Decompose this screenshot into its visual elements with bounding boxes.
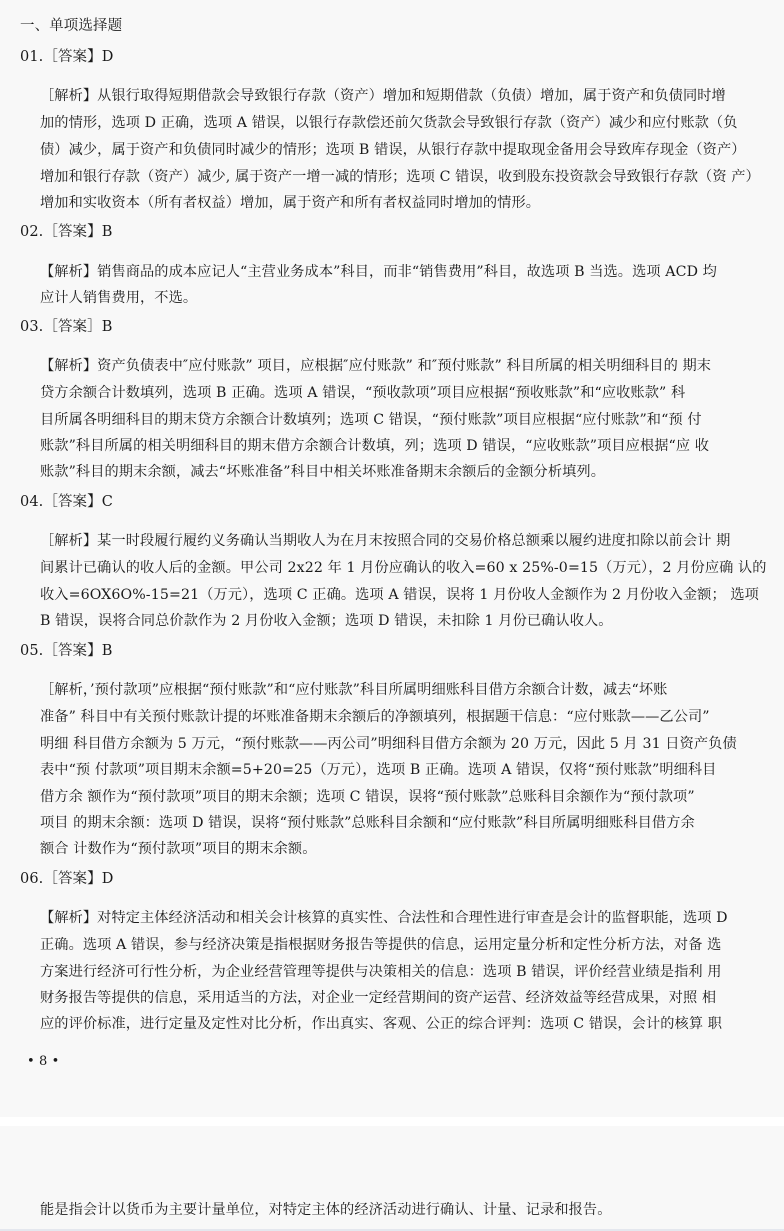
explanation-line: 准备” 科目中有关预付账款计提的坏账准备期末余额后的净额填列，根据题干信息：“应付账款——乙公司” bbox=[40, 709, 710, 725]
explanation-line: 间累计已确认的收人后的金额。甲公司 2x22 年 1 月份应确认的收入=60 x 25%-0=15（万元），2 月份应确 认的 bbox=[40, 560, 767, 576]
explanation-line: B 错误，误将合同总价款作为 2 月份收入金额；选项 D 错误，未扣除 1 月份已确认收人。 bbox=[40, 613, 613, 629]
answer-label-05: 05.［答案】B bbox=[20, 643, 113, 659]
answer-label-01: 01.［答案】D bbox=[20, 49, 114, 65]
explanation-line: 【解析】资产负债表中″应付账款” 项目，应根据″应付账款” 和″预付账款” 科目所属的相关明细科目的 期末 bbox=[40, 358, 712, 374]
explanation-continuation: 能是指会计以货币为主要计量单位，对特定主体的经济活动进行确认、计量、记录和报告。 bbox=[40, 1202, 612, 1218]
explanation-line: 目所属各明细科目的期末贷方余额合计数填列；选项 C 错误，“预付账款”项目应根据“应付账款”和“预 付 bbox=[40, 412, 702, 428]
explanation-line: 方案进行经济可行性分析，为企业经营管理等提供与决策相关的信息：选项 B 错误，评价经营业绩是指利 用 bbox=[40, 964, 722, 980]
answer-label-04: 04.［答案】C bbox=[20, 494, 113, 510]
explanation-line: 明细 科目借方余额为 5 万元，“预付账款——丙公司”明细科目借方余额为 20 万元，因此 5 月 31 日资产负债 bbox=[40, 736, 737, 752]
explanation-line: 账款”科目所属的相关明细科目的期末借方余额合计数填，列；选项 D 错误，“应收账款”项目应根据“应 收 bbox=[40, 438, 710, 454]
explanation-line: 应计人销售费用，不选。 bbox=[40, 290, 198, 306]
explanation-line: 【解析】对特定主体经济活动和相关会计核算的真实性、合法性和合理性进行审查是会计的监督职能，选项 D bbox=[40, 910, 728, 926]
explanation-line: 【解析】销售商品的成本应记人“主营业务成本”科目，而非“销售费用”科目，故选项 B 当选。选项 ACD 均 bbox=[40, 264, 717, 280]
document-page-2 bbox=[0, 1126, 784, 1231]
answer-label-06: 06.［答案】D bbox=[20, 871, 114, 887]
explanation-line: 收入=6OX6O%-15=21（万元），选项 C 正确。选项 A 错误，误将 1 月份收人金额作为 2 月份收入金额； 选项 bbox=[40, 587, 759, 603]
explanation-line: ［解析】某一时段履行履约义务确认当期收人为在月末按照合同的交易价格总额乘以履约进度扣除以前会计 期 bbox=[40, 533, 731, 549]
explanation-line: 贷方余额合计数填列，选项 B 正确。选项 A 错误，“预收款项”项目应根据“预收账款”和“应收账款” 科 bbox=[40, 385, 686, 401]
answer-label-03: 03.［答案］B bbox=[20, 319, 113, 335]
explanation-line: 账款”科目的期末余额，减去“坏账准备”科目中相关坏账准备期末余额后的金额分析填列。 bbox=[40, 464, 605, 480]
explanation-line: 表中“预 付款项”项目期末余额=5+20=25（万元），选项 B 正确。选项 A 错误，仅将“预付账款”明细科目 bbox=[40, 762, 717, 778]
explanation-line: 借方余 额作为“预付款项”项目的期末余额；选项 C 错误，误将“预付账款”总账科目余额作为“预付款项” bbox=[40, 789, 695, 805]
explanation-line: 项目 的期末余额：选项 D 错误，误将“预付账款”总账科目余额和“应付账款”科目所属明细账科目借方余 bbox=[40, 815, 695, 831]
explanation-line: 增加和实收资本（所有者权益）增加，属于资产和所有者权益同时增加的情形。 bbox=[40, 195, 541, 211]
answer-label-02: 02.［答案】B bbox=[20, 224, 113, 240]
explanation-line: 财务报告等提供的信息，采用适当的方法，对企业一定经营期间的资产运营、经济效益等经营成果，对照 相 bbox=[40, 990, 717, 1006]
explanation-line: 应的评价标准，进行定量及定性对比分析，作出真实、客观、公正的综合评判：选项 C 错误，会计的核算 职 bbox=[40, 1016, 723, 1032]
explanation-line: ［解析，’预付款项”应根据“预付账款”和“应付账款”科目所属明细账科目借方余额合计数，减去“坏账 bbox=[40, 682, 668, 698]
explanation-line: 正确。选项 A 错误，参与经济决策是指根据财务报告等提供的信息，运用定量分析和定性分析方法，对备 选 bbox=[40, 937, 722, 953]
explanation-line: 加的情形，选项 D 正确，选项 A 错误，以银行存款偿还前欠货款会导致银行存款（资产）减少和应付账款（负 bbox=[40, 115, 738, 131]
page-number: • 8 • bbox=[27, 1054, 60, 1069]
explanation-line: ［解析】从银行取得短期借款会导致银行存款（资产）增加和短期借款（负债）增加，属于资产和负债同时增 bbox=[40, 88, 726, 104]
explanation-line: 增加和银行存款（资产）减少, 属于资产一增一减的情形；选项 C 错误，收到股东投资款会导致银行存款（资 产） bbox=[40, 169, 760, 185]
section-title: 一、单项选择题 bbox=[20, 18, 123, 34]
explanation-line: 债）减少，属于资产和负债同时减少的情形；选项 B 错误，从银行存款中提取现金备用会导致库存现金（资产） bbox=[40, 142, 746, 158]
explanation-line: 额合 计数作为“预付款项”项目的期末余额。 bbox=[40, 841, 317, 857]
